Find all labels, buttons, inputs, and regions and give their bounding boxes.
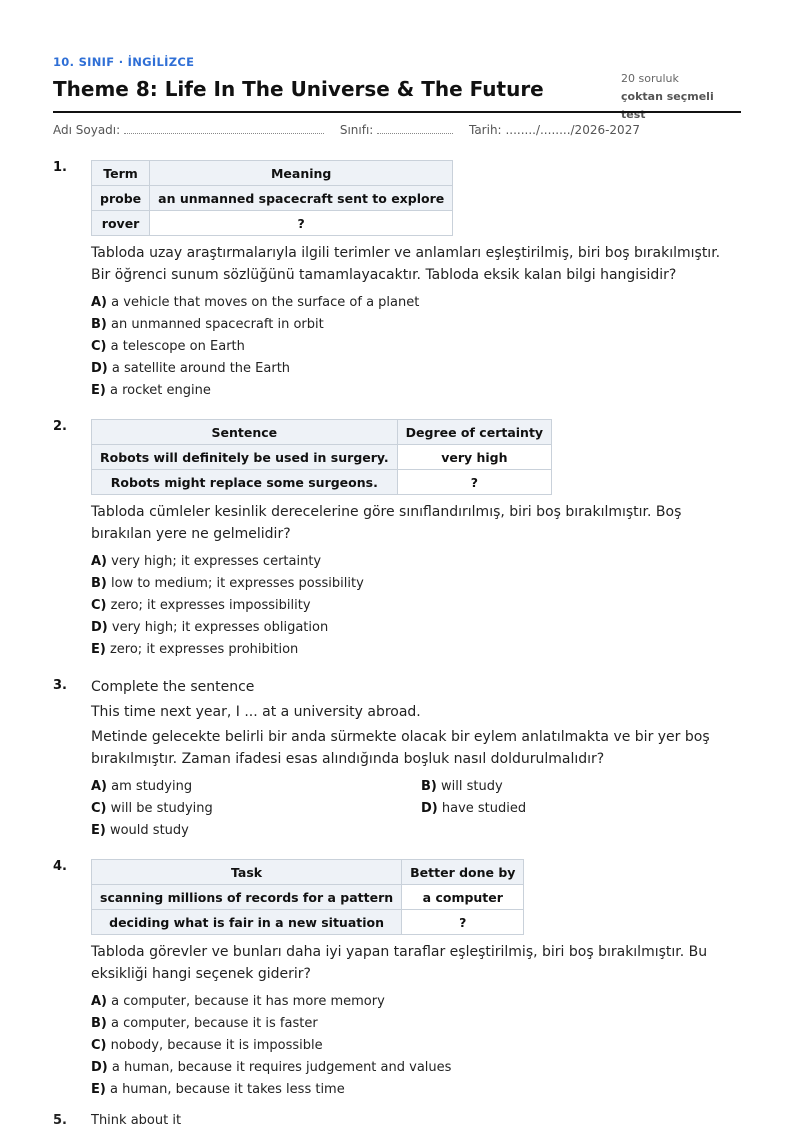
option-b[interactable]: B) an unmanned spacecraft in orbit xyxy=(91,317,324,332)
option-e[interactable]: E) zero; it expresses prohibition xyxy=(91,642,299,657)
class-label: Sınıfı: xyxy=(339,123,374,137)
option-c[interactable]: C) zero; it expresses impossibility xyxy=(91,598,311,613)
question-number: 4. xyxy=(53,859,67,874)
question-stem: Tabloda cümleler kesinlik derecelerine göre sınıflandırılmış, biri boş bırakılmıştır. Boş bırakılan yere ne gelmelidir? xyxy=(91,504,682,542)
option-d[interactable]: D) very high; it expresses obligation xyxy=(91,620,329,635)
table-cell: deciding what is fair in a new situation xyxy=(92,910,402,935)
table-cell: a computer xyxy=(402,885,524,910)
option-b[interactable]: B) low to medium; it expresses possibility xyxy=(91,576,364,591)
options-list xyxy=(91,292,741,402)
options-list xyxy=(91,551,741,661)
option-a[interactable]: A) a vehicle that moves on the surface of a planet xyxy=(91,295,420,310)
name-field[interactable] xyxy=(124,123,324,134)
question-number: 2. xyxy=(53,419,67,434)
question-stem: Tabloda görevler ve bunları daha iyi yapan taraflar eşleştirilmiş, biri boş bırakılmıştır. Bu eksikliği hangi seçenek giderir? xyxy=(91,944,708,982)
option-d[interactable]: D) a satellite around the Earth xyxy=(91,361,291,376)
question-number: 1. xyxy=(53,160,67,175)
table-cell: ? xyxy=(150,211,453,236)
options-list xyxy=(91,991,741,1101)
table-header: Degree of certainty xyxy=(397,420,551,445)
table-cell: probe xyxy=(92,186,150,211)
table-row xyxy=(92,445,552,470)
date-value: ......../......../2026-2027 xyxy=(505,123,640,137)
table-row xyxy=(92,186,453,211)
table-cell: rover xyxy=(92,211,150,236)
table-row xyxy=(92,885,524,910)
table-cell: scanning millions of records for a pattern xyxy=(92,885,402,910)
question-stem: Metinde gelecekte belirli bir anda sürmekte olacak bir eylem anlatılmakta ve bir yer boş bırakılmıştır. Zaman ifadesi esas alındığında boşluk nasıl doldurulmalıdır? xyxy=(91,729,710,767)
options-list xyxy=(91,776,741,842)
table-header: Task xyxy=(92,860,402,885)
student-info-line xyxy=(53,123,640,137)
table-header: Term xyxy=(92,161,150,186)
question-5 xyxy=(53,1113,182,1128)
table-cell: Robots might replace some surgeons. xyxy=(92,470,398,495)
table-header: Better done by xyxy=(402,860,524,885)
option-d[interactable]: D) a human, because it requires judgement and values xyxy=(91,1060,452,1075)
question-stem: Tabloda uzay araştırmalarıyla ilgili terimler ve anlamları eşleştirilmiş, biri boş bırakılmıştır. Bir öğrenci sunum sözlüğünü tamamlayacaktır. Tabloda eksik kalan bilgi hangisidir? xyxy=(91,245,721,283)
question-instruction: Think about it xyxy=(91,1113,182,1128)
option-a[interactable]: A) a computer, because it has more memory xyxy=(91,994,385,1009)
header-divider xyxy=(53,111,741,113)
question-number: 5. xyxy=(53,1113,67,1128)
option-a[interactable]: A) very high; it expresses certainty xyxy=(91,554,322,569)
certainty-table xyxy=(91,419,552,495)
term-meaning-table xyxy=(91,160,453,236)
question-instruction: Complete the sentence xyxy=(91,679,255,695)
table-cell: Robots will definitely be used in surgery. xyxy=(92,445,398,470)
subject-kicker: 10. SINIF · İNGİLİZCE xyxy=(53,55,195,69)
table-cell: very high xyxy=(397,445,551,470)
option-d[interactable]: D) have studied xyxy=(421,801,527,816)
table-cell: an unmanned spacecraft sent to explore xyxy=(150,186,453,211)
option-c[interactable]: C) a telescope on Earth xyxy=(91,339,245,354)
option-e[interactable]: E) would study xyxy=(91,823,189,838)
table-row xyxy=(92,211,453,236)
option-e[interactable]: E) a rocket engine xyxy=(91,383,211,398)
option-e[interactable]: E) a human, because it takes less time xyxy=(91,1082,345,1097)
task-table xyxy=(91,859,524,935)
name-label: Adı Soyadı: xyxy=(53,123,121,137)
date-label: Tarih: xyxy=(468,123,502,137)
option-b[interactable]: B) will study xyxy=(421,779,503,794)
table-header: Sentence xyxy=(92,420,398,445)
table-row xyxy=(92,470,552,495)
option-a[interactable]: A) am studying xyxy=(91,779,193,794)
table-header: Meaning xyxy=(150,161,453,186)
table-row xyxy=(92,910,524,935)
page-title: Theme 8: Life In The Universe & The Future xyxy=(53,77,544,101)
option-c[interactable]: C) nobody, because it is impossible xyxy=(91,1038,323,1053)
table-cell: ? xyxy=(402,910,524,935)
option-c[interactable]: C) will be studying xyxy=(91,801,213,816)
question-count: 20 soruluk xyxy=(621,72,679,85)
question-sentence: This time next year, I ... at a university abroad. xyxy=(91,704,421,720)
question-number: 3. xyxy=(53,678,67,693)
option-b[interactable]: B) a computer, because it is faster xyxy=(91,1016,318,1031)
table-cell: ? xyxy=(397,470,551,495)
class-field[interactable] xyxy=(377,123,453,134)
test-type: çoktan seçmeli test xyxy=(621,90,714,121)
test-meta xyxy=(621,70,741,124)
